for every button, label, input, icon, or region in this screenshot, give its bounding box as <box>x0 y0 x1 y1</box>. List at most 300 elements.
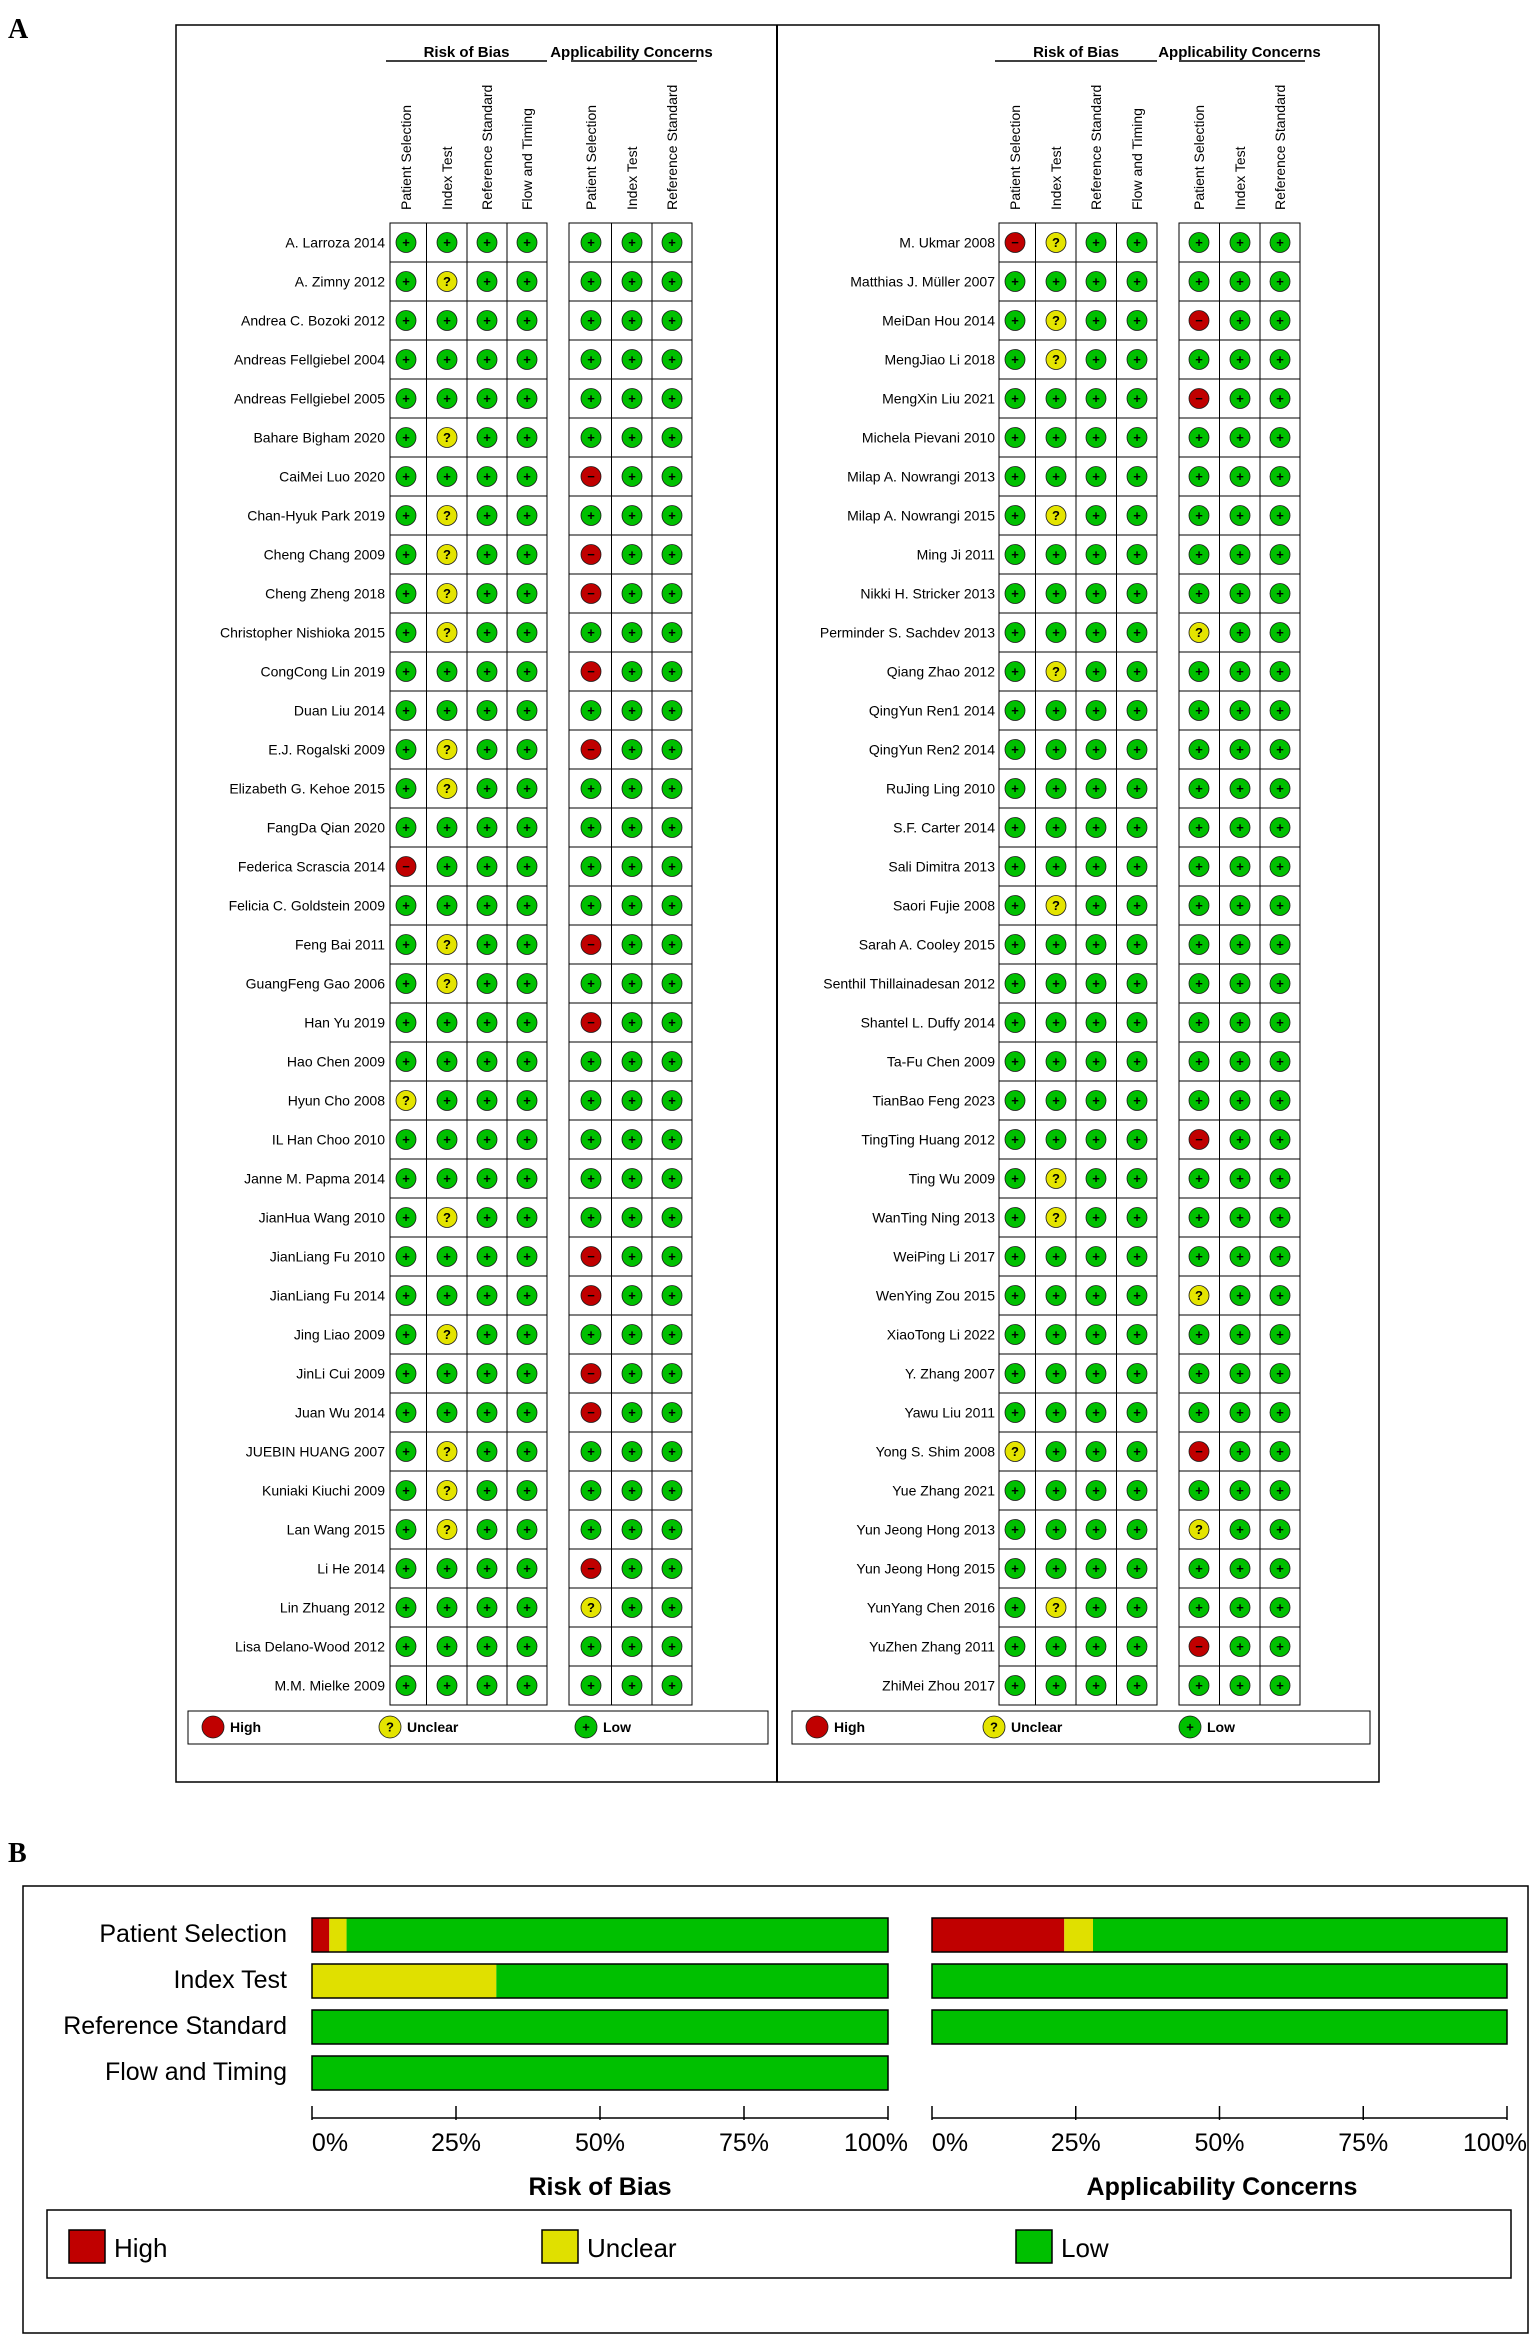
rating-symbol: + <box>1236 625 1244 640</box>
rating-symbol: + <box>483 586 491 601</box>
rating-symbol: + <box>1276 274 1284 289</box>
rating-symbol: + <box>1052 547 1060 562</box>
rating-symbol: + <box>1195 859 1203 874</box>
study-name: Sali Dimitra 2013 <box>888 858 995 875</box>
rating-symbol: + <box>628 547 636 562</box>
rating-symbol: + <box>523 1132 531 1147</box>
rating-symbol: ? <box>443 586 451 601</box>
rating-symbol: + <box>443 469 451 484</box>
rating-symbol: + <box>1011 703 1019 718</box>
rating-symbol: + <box>1011 586 1019 601</box>
bar-segment-low <box>1093 1918 1507 1952</box>
study-name: Jing Liao 2009 <box>293 1326 385 1343</box>
panel-a <box>188 44 1370 1744</box>
rating-symbol: + <box>402 1327 410 1342</box>
study-name: Lisa Delano-Wood 2012 <box>235 1638 385 1655</box>
study-name: Yue Zhang 2021 <box>892 1482 995 1499</box>
rating-symbol: + <box>1276 391 1284 406</box>
rating-symbol: ? <box>1195 1288 1203 1303</box>
rating-symbol: + <box>1236 1366 1244 1381</box>
rating-symbol: + <box>668 976 676 991</box>
study-name: A. Larroza 2014 <box>285 234 385 251</box>
rating-symbol: + <box>523 352 531 367</box>
x-tick-label: 50% <box>1194 2129 1245 2157</box>
rating-symbol: + <box>483 1483 491 1498</box>
rating-symbol: + <box>1092 1093 1100 1108</box>
rating-symbol: + <box>1092 1249 1100 1264</box>
category-label: Index Test <box>173 1966 287 1994</box>
panel-b <box>47 1918 1527 2278</box>
rating-symbol: + <box>1133 430 1141 445</box>
rating-symbol: + <box>628 1405 636 1420</box>
rating-symbol: + <box>402 664 410 679</box>
rating-symbol: + <box>628 820 636 835</box>
rating-symbol: + <box>443 1678 451 1693</box>
rating-symbol: + <box>1052 781 1060 796</box>
rating-symbol: + <box>1011 1015 1019 1030</box>
rating-symbol: + <box>1092 352 1100 367</box>
legend-low-label: Low <box>1207 1719 1235 1735</box>
rating-symbol: + <box>1236 1483 1244 1498</box>
rating-symbol: + <box>1011 1678 1019 1693</box>
study-name: JinLi Cui 2009 <box>296 1365 385 1382</box>
study-name: Federica Scrascia 2014 <box>237 858 385 875</box>
rating-symbol: + <box>1092 859 1100 874</box>
rating-symbol: ? <box>443 1327 451 1342</box>
rating-symbol: + <box>587 1483 595 1498</box>
rating-symbol: + <box>1092 1015 1100 1030</box>
rating-symbol: + <box>1133 1483 1141 1498</box>
rating-symbol: + <box>587 235 595 250</box>
rating-symbol: + <box>1195 1054 1203 1069</box>
rating-symbol: + <box>1236 898 1244 913</box>
rating-symbol: + <box>483 1288 491 1303</box>
rating-symbol: + <box>1133 586 1141 601</box>
bar-segment-high <box>932 1918 1064 1952</box>
group-header-risk-of-bias: Risk of Bias <box>1033 44 1119 61</box>
rating-symbol: + <box>628 274 636 289</box>
rating-symbol: + <box>402 235 410 250</box>
rating-symbol: + <box>1133 313 1141 328</box>
rating-symbol: + <box>1195 703 1203 718</box>
bar-segment-low <box>932 1964 1507 1998</box>
rating-symbol: + <box>1092 1288 1100 1303</box>
rating-symbol: + <box>1133 664 1141 679</box>
bar-segment-low <box>932 2010 1507 2044</box>
legend-high-label: High <box>230 1719 262 1735</box>
rating-symbol: + <box>483 430 491 445</box>
rating-symbol: ? <box>1052 235 1060 250</box>
rating-symbol: + <box>402 1561 410 1576</box>
rating-symbol: + <box>1133 859 1141 874</box>
rating-symbol: + <box>483 898 491 913</box>
study-name: Ting Wu 2009 <box>908 1170 995 1187</box>
column-header: Flow and Timing <box>1129 108 1145 210</box>
rating-symbol: + <box>523 1600 531 1615</box>
rating-symbol: − <box>1011 235 1019 250</box>
rating-symbol: ? <box>443 508 451 523</box>
rating-symbol: + <box>628 586 636 601</box>
rating-symbol: + <box>1236 1171 1244 1186</box>
rating-symbol: − <box>1195 313 1203 328</box>
rating-symbol: − <box>587 469 595 484</box>
rating-symbol: + <box>1052 976 1060 991</box>
rating-symbol: + <box>1236 1561 1244 1576</box>
rating-symbol: + <box>1195 976 1203 991</box>
study-name: ZhiMei Zhou 2017 <box>882 1677 995 1694</box>
study-name: Hao Chen 2009 <box>286 1053 385 1070</box>
study-name: MeiDan Hou 2014 <box>882 312 995 329</box>
rating-symbol: + <box>1276 547 1284 562</box>
legend-low-symbol: + <box>582 1719 590 1735</box>
rating-symbol: + <box>668 547 676 562</box>
rating-symbol: + <box>1133 391 1141 406</box>
study-name: Yun Jeong Hong 2015 <box>856 1560 995 1577</box>
rating-symbol: + <box>1092 430 1100 445</box>
panel-b-label: B <box>8 1838 27 1869</box>
study-name: E.J. Rogalski 2009 <box>268 741 385 758</box>
rating-symbol: + <box>443 391 451 406</box>
rating-symbol: + <box>1276 508 1284 523</box>
rating-symbol: + <box>523 1366 531 1381</box>
rating-symbol: + <box>1276 1132 1284 1147</box>
rating-symbol: + <box>483 1249 491 1264</box>
rating-symbol: + <box>402 274 410 289</box>
legend-high-swatch <box>69 2230 105 2263</box>
rating-symbol: + <box>628 781 636 796</box>
rating-symbol: + <box>483 1015 491 1030</box>
rating-symbol: + <box>668 1366 676 1381</box>
rating-symbol: ? <box>443 937 451 952</box>
study-name: MengJiao Li 2018 <box>884 351 995 368</box>
column-header: Patient Selection <box>1007 104 1023 210</box>
rating-symbol: + <box>668 1444 676 1459</box>
rating-symbol: + <box>1092 781 1100 796</box>
rating-symbol: + <box>1276 898 1284 913</box>
rating-symbol: + <box>668 781 676 796</box>
rating-symbol: + <box>1052 1561 1060 1576</box>
rating-symbol: + <box>1195 1015 1203 1030</box>
rating-symbol: + <box>1092 742 1100 757</box>
chart-title: Risk of Bias <box>528 2173 672 2201</box>
rating-symbol: + <box>1092 1522 1100 1537</box>
rob-table-1 <box>188 44 768 1744</box>
rating-symbol: + <box>1092 976 1100 991</box>
rating-symbol: + <box>1133 898 1141 913</box>
rating-symbol: + <box>1195 586 1203 601</box>
rating-symbol: + <box>587 1522 595 1537</box>
rating-symbol: + <box>628 1327 636 1342</box>
rating-symbol: + <box>1052 1405 1060 1420</box>
rating-symbol: + <box>1276 1444 1284 1459</box>
rating-symbol: − <box>1195 391 1203 406</box>
rating-symbol: + <box>1011 1600 1019 1615</box>
rating-symbol: + <box>483 274 491 289</box>
rating-symbol: + <box>1011 352 1019 367</box>
rating-symbol: + <box>1011 859 1019 874</box>
study-name: Andreas Fellgiebel 2004 <box>234 351 385 368</box>
rating-symbol: + <box>1092 1444 1100 1459</box>
rating-symbol: + <box>1011 781 1019 796</box>
rating-symbol: + <box>523 430 531 445</box>
rating-symbol: + <box>523 1561 531 1576</box>
rating-symbol: + <box>587 1678 595 1693</box>
applicability-bar-chart <box>932 1918 1527 2201</box>
bar-segment-low <box>312 2010 888 2044</box>
rating-symbol: + <box>1276 976 1284 991</box>
rating-symbol: + <box>402 1015 410 1030</box>
rating-symbol: ? <box>1052 1210 1060 1225</box>
legend-unclear-symbol: ? <box>386 1719 394 1735</box>
rating-symbol: + <box>587 1171 595 1186</box>
rating-symbol: + <box>668 1405 676 1420</box>
rating-symbol: + <box>628 1444 636 1459</box>
rating-symbol: + <box>483 937 491 952</box>
rating-symbol: + <box>1052 1327 1060 1342</box>
rating-symbol: + <box>1092 898 1100 913</box>
rating-symbol: + <box>523 1444 531 1459</box>
rating-symbol: + <box>1092 1132 1100 1147</box>
legend-box <box>792 1711 1370 1744</box>
rating-symbol: + <box>402 391 410 406</box>
rating-symbol: + <box>483 742 491 757</box>
rating-symbol: + <box>523 1639 531 1654</box>
column-header: Reference Standard <box>479 84 495 210</box>
rating-symbol: + <box>523 1522 531 1537</box>
rating-symbol: + <box>628 937 636 952</box>
rating-symbol: + <box>1052 1366 1060 1381</box>
rating-symbol: − <box>587 1405 595 1420</box>
study-name: Sarah A. Cooley 2015 <box>858 936 995 953</box>
rating-symbol: + <box>483 235 491 250</box>
rating-symbol: + <box>483 1093 491 1108</box>
study-name: CaiMei Luo 2020 <box>279 468 385 485</box>
rating-symbol: + <box>1133 937 1141 952</box>
rating-symbol: + <box>668 352 676 367</box>
rating-symbol: + <box>1195 1210 1203 1225</box>
bar-segment-low <box>496 1964 888 1998</box>
rating-symbol: + <box>483 625 491 640</box>
study-name: Cheng Zheng 2018 <box>265 585 385 602</box>
rating-symbol: + <box>668 898 676 913</box>
study-name: Ming Ji 2011 <box>916 546 995 563</box>
rating-symbol: + <box>1276 1405 1284 1420</box>
rating-symbol: + <box>402 1366 410 1381</box>
rating-symbol: + <box>668 1288 676 1303</box>
bar-segment-high <box>312 1918 329 1952</box>
x-tick-label: 50% <box>574 2129 626 2157</box>
rating-symbol: + <box>523 1054 531 1069</box>
rating-symbol: + <box>402 430 410 445</box>
rating-symbol: + <box>1236 1054 1244 1069</box>
study-name: Yawu Liu 2011 <box>904 1404 995 1421</box>
rating-symbol: + <box>668 1327 676 1342</box>
rating-symbol: + <box>668 703 676 718</box>
rating-symbol: + <box>668 469 676 484</box>
rating-symbol: + <box>483 1054 491 1069</box>
rating-symbol: + <box>1276 430 1284 445</box>
rating-symbol: + <box>1133 1444 1141 1459</box>
study-name: MengXin Liu 2021 <box>882 390 995 407</box>
rating-symbol: + <box>483 976 491 991</box>
rating-symbol: + <box>443 1288 451 1303</box>
rating-symbol: + <box>587 1093 595 1108</box>
rating-symbol: + <box>402 508 410 523</box>
rating-symbol: + <box>1011 820 1019 835</box>
rating-symbol: + <box>483 820 491 835</box>
rating-symbol: + <box>628 1483 636 1498</box>
x-tick-label: 75% <box>1338 2129 1389 2157</box>
rating-symbol: + <box>1011 430 1019 445</box>
rating-symbol: + <box>1236 1444 1244 1459</box>
rating-symbol: + <box>1195 547 1203 562</box>
rating-symbol: + <box>1133 547 1141 562</box>
legend-low-label: Low <box>1061 2233 1109 2263</box>
rating-symbol: + <box>1011 1132 1019 1147</box>
rating-symbol: + <box>1133 1405 1141 1420</box>
rating-symbol: − <box>587 1288 595 1303</box>
category-label: Flow and Timing <box>104 2058 287 2086</box>
rating-symbol: − <box>587 547 595 562</box>
legend-a <box>188 1711 768 1744</box>
rating-symbol: + <box>1276 820 1284 835</box>
rating-symbol: + <box>523 547 531 562</box>
rating-symbol: + <box>1236 742 1244 757</box>
rating-symbol: + <box>1276 352 1284 367</box>
column-header: Index Test <box>624 146 640 210</box>
rating-symbol: + <box>587 1210 595 1225</box>
rating-symbol: + <box>1133 1132 1141 1147</box>
rating-symbol: + <box>628 508 636 523</box>
rating-symbol: + <box>1236 781 1244 796</box>
rating-symbol: + <box>1052 742 1060 757</box>
rating-symbol: + <box>1236 703 1244 718</box>
study-name: S.F. Carter 2014 <box>893 819 995 836</box>
rating-symbol: + <box>443 898 451 913</box>
study-name: Kuniaki Kiuchi 2009 <box>262 1482 385 1499</box>
rating-symbol: + <box>628 313 636 328</box>
study-name: Janne M. Papma 2014 <box>244 1170 385 1187</box>
study-name: WenYing Zou 2015 <box>875 1287 995 1304</box>
rating-symbol: + <box>1011 1288 1019 1303</box>
rating-symbol: + <box>587 1444 595 1459</box>
rating-symbol: + <box>1092 391 1100 406</box>
study-name: Matthias J. Müller 2007 <box>850 273 995 290</box>
study-name: Milap A. Nowrangi 2013 <box>847 468 995 485</box>
rating-symbol: + <box>1092 625 1100 640</box>
rating-symbol: + <box>1133 508 1141 523</box>
rating-symbol: + <box>587 430 595 445</box>
group-header-risk-of-bias: Risk of Bias <box>423 44 510 61</box>
study-name: Lan Wang 2015 <box>286 1521 385 1538</box>
column-header: Reference Standard <box>1272 84 1288 210</box>
rating-symbol: + <box>587 1639 595 1654</box>
rating-symbol: + <box>1276 1327 1284 1342</box>
rating-symbol: + <box>1052 937 1060 952</box>
rating-symbol: + <box>523 1210 531 1225</box>
rating-symbol: + <box>443 352 451 367</box>
rating-symbol: + <box>1092 1483 1100 1498</box>
rating-symbol: + <box>1133 1639 1141 1654</box>
rating-symbol: + <box>443 1561 451 1576</box>
rating-symbol: − <box>587 1249 595 1264</box>
rating-symbol: + <box>402 1054 410 1069</box>
rating-symbol: + <box>1133 352 1141 367</box>
risk-of-bias-bar-chart <box>312 1918 908 2201</box>
study-name: JianLiang Fu 2014 <box>269 1287 385 1304</box>
rating-symbol: + <box>628 1561 636 1576</box>
rating-symbol: + <box>628 1132 636 1147</box>
rating-symbol: + <box>1011 469 1019 484</box>
rating-symbol: + <box>668 508 676 523</box>
rating-symbol: + <box>628 1522 636 1537</box>
rating-symbol: − <box>587 742 595 757</box>
study-name: XiaoTong Li 2022 <box>886 1326 995 1343</box>
rating-symbol: + <box>1276 1561 1284 1576</box>
rating-symbol: + <box>1052 1054 1060 1069</box>
x-tick-label: 100% <box>1463 2129 1527 2157</box>
bar-segment-low <box>312 2056 888 2090</box>
study-name: Duan Liu 2014 <box>293 702 385 719</box>
rating-symbol: ? <box>1052 1600 1060 1615</box>
rating-symbol: + <box>1092 703 1100 718</box>
study-name: CongCong Lin 2019 <box>260 663 385 680</box>
study-name: Felicia C. Goldstein 2009 <box>228 897 385 914</box>
rating-symbol: + <box>1052 469 1060 484</box>
rating-symbol: + <box>402 898 410 913</box>
rating-symbol: + <box>628 1288 636 1303</box>
rating-symbol: + <box>628 1093 636 1108</box>
rating-symbol: + <box>1236 1405 1244 1420</box>
rating-symbol: + <box>1276 703 1284 718</box>
rating-symbol: ? <box>443 625 451 640</box>
rating-symbol: − <box>587 1366 595 1381</box>
rating-symbol: + <box>483 391 491 406</box>
rating-symbol: + <box>628 625 636 640</box>
rating-symbol: + <box>1276 664 1284 679</box>
rating-symbol: + <box>402 1444 410 1459</box>
rating-symbol: + <box>523 976 531 991</box>
rating-symbol: + <box>402 625 410 640</box>
rating-symbol: + <box>587 625 595 640</box>
rating-symbol: + <box>443 235 451 250</box>
rating-symbol: + <box>443 1600 451 1615</box>
study-name: TianBao Feng 2023 <box>872 1092 995 1109</box>
rating-symbol: + <box>1011 547 1019 562</box>
rating-symbol: + <box>1195 1600 1203 1615</box>
rating-symbol: + <box>1133 1522 1141 1537</box>
rating-symbol: + <box>523 274 531 289</box>
rating-symbol: + <box>483 1522 491 1537</box>
rating-symbol: + <box>628 235 636 250</box>
rating-symbol: + <box>523 820 531 835</box>
rating-symbol: + <box>1011 1054 1019 1069</box>
x-tick-label: 25% <box>1050 2129 1101 2157</box>
rating-symbol: + <box>1195 937 1203 952</box>
rating-symbol: + <box>1011 1171 1019 1186</box>
legend-high-marker <box>202 1716 224 1738</box>
rating-symbol: + <box>668 1054 676 1069</box>
study-name: WeiPing Li 2017 <box>893 1248 995 1265</box>
rating-symbol: + <box>1276 1678 1284 1693</box>
rating-symbol: + <box>483 547 491 562</box>
rating-symbol: + <box>1195 430 1203 445</box>
rating-symbol: ? <box>1052 352 1060 367</box>
rating-symbol: + <box>668 313 676 328</box>
study-name: JianLiang Fu 2010 <box>269 1248 385 1265</box>
study-name: M. Ukmar 2008 <box>899 234 995 251</box>
rating-symbol: + <box>1052 625 1060 640</box>
